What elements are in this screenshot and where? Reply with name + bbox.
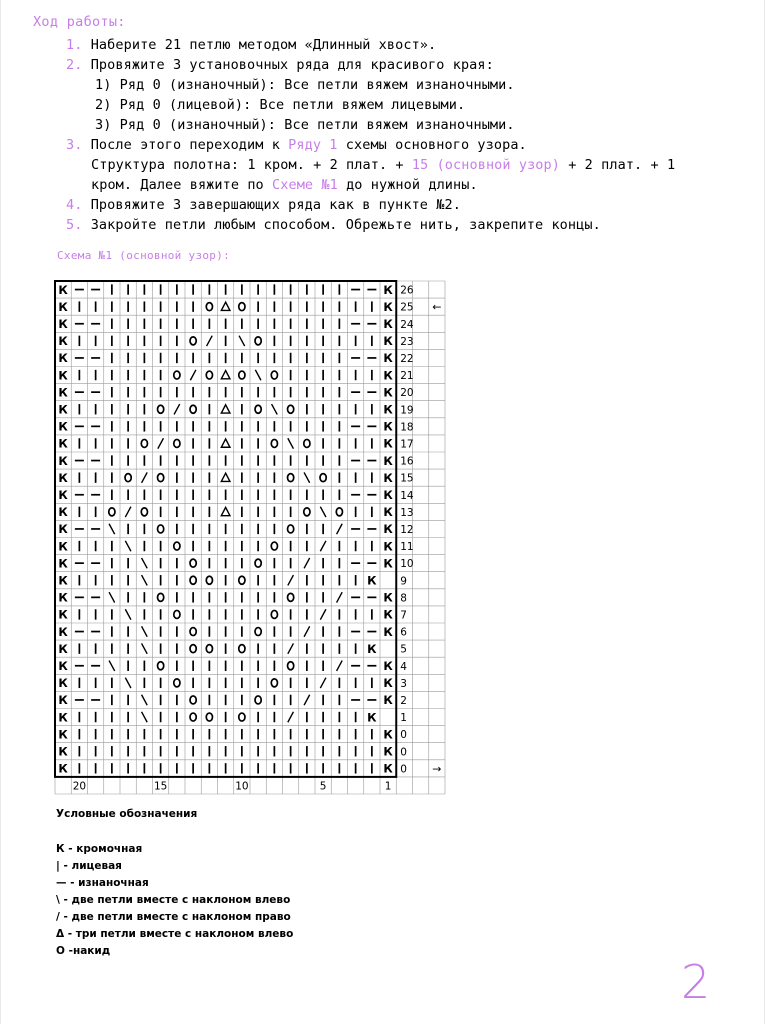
k2tog-left-symbol	[125, 609, 131, 619]
legend-item-k2tog-right: / - две петли вместе с наклоном право	[56, 911, 291, 923]
symbol-text: К	[383, 744, 393, 759]
yarn-over-symbol	[158, 474, 164, 482]
yarn-over-symbol	[304, 439, 310, 447]
yarn-over-symbol	[255, 696, 261, 704]
symbol-text: К	[58, 351, 68, 366]
row-direction-arrow: ←	[432, 300, 442, 314]
k2tog-right-symbol	[304, 558, 310, 568]
row-number: 7	[400, 609, 407, 622]
yarn-over-symbol	[190, 696, 196, 704]
row-number: 5	[400, 643, 407, 656]
yarn-over-symbol	[206, 371, 212, 379]
symbol-text: К	[58, 470, 68, 485]
row-number: 8	[400, 592, 407, 605]
symbol-text: К	[58, 453, 68, 468]
yarn-over-symbol	[109, 508, 115, 516]
row-number: 18	[400, 421, 414, 434]
legend-item-knit: | - лицевая	[56, 860, 122, 872]
step-3-scheme-link: Схеме №1	[272, 177, 338, 193]
yarn-over-symbol	[336, 508, 342, 516]
yarn-over-symbol	[190, 645, 196, 653]
step-4-number: 4.	[66, 197, 83, 213]
yarn-over-symbol	[190, 337, 196, 345]
step-2-text: Провяжите 3 установочных ряда для красивого края:	[90, 57, 494, 73]
symbol-text: К	[367, 573, 377, 588]
legend-item-yarn-over: O -накид	[56, 945, 111, 957]
k2tog-right-symbol	[288, 712, 294, 722]
symbol-text: К	[383, 351, 393, 366]
step-4-text: Провяжите 3 завершающих ряда как в пункте №2.	[90, 197, 461, 213]
row-number: 24	[400, 318, 414, 331]
row-number: 21	[400, 370, 414, 383]
symbol-text: К	[58, 761, 68, 776]
symbol-text: К	[58, 522, 68, 537]
symbol-text: К	[383, 316, 393, 331]
symbol-text: К	[383, 453, 393, 468]
k2tog-right-symbol	[288, 643, 294, 653]
yarn-over-symbol	[239, 371, 245, 379]
symbol-text: К	[383, 470, 393, 485]
symbol-text: К	[58, 402, 68, 417]
k2tog-right-symbol	[337, 524, 343, 534]
row-number: 11	[400, 541, 414, 554]
step-2-substep-3: 3) Ряд 0 (изнаночный): Все петли вяжем изнаночными.	[95, 117, 515, 133]
symbol-text: К	[383, 676, 393, 691]
row-direction-arrow: →	[432, 762, 442, 776]
k2tog-left-symbol	[109, 661, 115, 671]
k3tog-symbol	[221, 507, 230, 515]
row-number: 19	[400, 404, 414, 417]
symbol-text: К	[58, 368, 68, 383]
symbol-text: К	[383, 658, 393, 673]
k2tog-right-symbol	[174, 404, 180, 414]
k2tog-left-symbol	[288, 438, 294, 448]
row-number: 20	[400, 387, 414, 400]
row-number: 10	[400, 558, 414, 571]
column-number: 5	[319, 780, 327, 793]
symbol-text: К	[58, 658, 68, 673]
symbol-text: К	[58, 334, 68, 349]
symbol-text: К	[58, 539, 68, 554]
yarn-over-symbol	[206, 303, 212, 311]
step-3-text-a: После этого переходим к	[90, 137, 289, 153]
symbol-text: К	[58, 641, 68, 656]
yarn-over-symbol	[288, 405, 294, 413]
k3tog-symbol	[221, 439, 230, 447]
k2tog-right-symbol	[320, 609, 326, 619]
step-2-substep-1: 1) Ряд 0 (изнаночный): Все петли вяжем изнаночными.	[95, 77, 515, 93]
yarn-over-symbol	[271, 610, 277, 618]
legend-item-k3tog: Δ - три петли вместе с наклоном влево	[56, 928, 294, 940]
step-3-scheme-b: до нужной длины.	[337, 177, 478, 193]
yarn-over-symbol	[158, 525, 164, 533]
k2tog-right-symbol	[304, 695, 310, 705]
yarn-over-symbol	[320, 474, 326, 482]
row-number: 0	[400, 763, 407, 776]
row-number: 3	[400, 677, 407, 690]
k3tog-symbol	[221, 302, 230, 310]
symbol-text: К	[58, 710, 68, 725]
k2tog-left-symbol	[142, 643, 148, 653]
symbol-text: К	[58, 573, 68, 588]
k2tog-left-symbol	[125, 541, 131, 551]
yarn-over-symbol	[271, 439, 277, 447]
symbol-text: К	[383, 334, 393, 349]
k2tog-left-symbol	[142, 695, 148, 705]
k2tog-left-symbol	[142, 626, 148, 636]
symbol-text: К	[383, 368, 393, 383]
symbol-text: К	[383, 505, 393, 520]
step-2-number: 2.	[66, 57, 83, 73]
symbol-text: К	[58, 556, 68, 571]
k2tog-right-symbol	[288, 575, 294, 585]
symbol-text: К	[383, 539, 393, 554]
yarn-over-symbol	[206, 645, 212, 653]
yarn-over-symbol	[288, 662, 294, 670]
k2tog-left-symbol	[142, 575, 148, 585]
symbol-text: К	[383, 385, 393, 400]
k2tog-left-symbol	[272, 404, 278, 414]
k3tog-symbol	[221, 371, 230, 379]
yarn-over-symbol	[271, 679, 277, 687]
k2tog-right-symbol	[207, 336, 213, 346]
symbol-text: К	[58, 436, 68, 451]
symbol-text: К	[58, 624, 68, 639]
k2tog-left-symbol	[142, 558, 148, 568]
row-number: 15	[400, 472, 414, 485]
row-number: 16	[400, 455, 414, 468]
symbol-text: К	[383, 402, 393, 417]
step-1-number: 1.	[66, 37, 83, 53]
symbol-text: К	[383, 590, 393, 605]
row-number: 13	[400, 506, 414, 519]
row-number: 0	[400, 729, 407, 742]
k2tog-right-symbol	[125, 507, 131, 517]
yarn-over-symbol	[190, 559, 196, 567]
symbol-text: К	[383, 487, 393, 502]
step-3-structure-b: + 2 плат. + 1	[560, 157, 676, 173]
column-number: 1	[384, 780, 392, 793]
yarn-over-symbol	[304, 508, 310, 516]
symbol-text: К	[383, 282, 393, 297]
symbol-text: К	[367, 710, 377, 725]
row-number: 12	[400, 523, 414, 536]
yarn-over-symbol	[255, 405, 261, 413]
symbol-text: К	[58, 693, 68, 708]
yarn-over-symbol	[174, 679, 180, 687]
row-number: 23	[400, 335, 414, 348]
k2tog-right-symbol	[337, 661, 343, 671]
yarn-over-symbol	[190, 628, 196, 636]
symbol-text: К	[58, 299, 68, 314]
yarn-over-symbol	[255, 559, 261, 567]
yarn-over-symbol	[158, 662, 164, 670]
symbol-text: К	[58, 487, 68, 502]
symbol-text: К	[383, 624, 393, 639]
column-number: 15	[153, 780, 168, 793]
yarn-over-symbol	[190, 576, 196, 584]
row-number: 1	[400, 712, 407, 725]
symbol-text: К	[383, 556, 393, 571]
yarn-over-symbol	[141, 508, 147, 516]
step-3-structure-a: Структура полотна: 1 кром. + 2 плат. +	[91, 157, 412, 173]
k2tog-right-symbol	[337, 592, 343, 602]
legend-item-purl: — - изнаночная	[56, 877, 149, 889]
row-number: 25	[400, 301, 414, 314]
symbol-text: К	[383, 436, 393, 451]
yarn-over-symbol	[174, 610, 180, 618]
row-number: 0	[400, 746, 407, 759]
k2tog-left-symbol	[304, 472, 310, 482]
k2tog-left-symbol	[320, 507, 326, 517]
symbol-text: К	[58, 727, 68, 742]
yarn-over-symbol	[239, 713, 245, 721]
step-3-row-link: Ряду 1	[288, 137, 338, 153]
step-1-text: Наберите 21 петлю методом «Длинный хвост».	[90, 37, 437, 53]
k3tog-symbol	[221, 405, 230, 413]
symbol-text: К	[58, 744, 68, 759]
symbol-text: К	[383, 299, 393, 314]
step-5-text: Закройте петли любым способом. Обрежьте нить, закрепите концы.	[90, 217, 601, 233]
symbol-text: К	[367, 641, 377, 656]
yarn-over-symbol	[141, 439, 147, 447]
legend-item-k2tog-left: \ - две петли вместе с наклоном влево	[56, 894, 291, 906]
yarn-over-symbol	[125, 474, 131, 482]
section-heading: Ход работы:	[33, 14, 126, 30]
schema-title: Схема №1 (основной узор):	[57, 249, 231, 262]
legend-item-edge: К - кромочная	[56, 843, 143, 855]
yarn-over-symbol	[255, 628, 261, 636]
row-number: 17	[400, 438, 414, 451]
k2tog-right-symbol	[142, 472, 148, 482]
yarn-over-symbol	[190, 713, 196, 721]
row-number: 4	[400, 660, 407, 673]
k2tog-right-symbol	[190, 370, 196, 380]
k2tog-left-symbol	[109, 524, 115, 534]
symbol-text: К	[58, 419, 68, 434]
row-number: 6	[400, 626, 407, 639]
yarn-over-symbol	[271, 371, 277, 379]
step-3-scheme-a: кром. Далее вяжите по	[91, 177, 273, 193]
column-number: 10	[235, 780, 249, 793]
step-2-substep-2: 2) Ряд 0 (лицевой): Все петли вяжем лицевыми.	[95, 97, 466, 113]
k2tog-left-symbol	[142, 712, 148, 722]
row-number: 14	[400, 489, 414, 502]
step-3-number: 3.	[66, 137, 83, 153]
yarn-over-symbol	[239, 645, 245, 653]
yarn-over-symbol	[239, 576, 245, 584]
k2tog-left-symbol	[125, 678, 131, 688]
yarn-over-symbol	[239, 303, 245, 311]
k2tog-left-symbol	[239, 336, 245, 346]
yarn-over-symbol	[174, 371, 180, 379]
k3tog-symbol	[221, 473, 230, 481]
row-number: 22	[400, 352, 414, 365]
yarn-over-symbol	[206, 576, 212, 584]
column-number: 20	[72, 780, 87, 793]
k2tog-left-symbol	[255, 370, 261, 380]
symbol-text: К	[383, 727, 393, 742]
row-number: 2	[400, 694, 407, 707]
yarn-over-symbol	[190, 405, 196, 413]
legend-title: Условные обозначения	[56, 808, 198, 820]
symbol-text: К	[58, 607, 68, 622]
symbol-text: К	[58, 590, 68, 605]
yarn-over-symbol	[174, 542, 180, 550]
step-3-text-b: схемы основного узора.	[337, 137, 527, 153]
page-number: 2	[681, 955, 711, 1009]
k2tog-right-symbol	[304, 626, 310, 636]
yarn-over-symbol	[255, 337, 261, 345]
k2tog-right-symbol	[320, 678, 326, 688]
k2tog-left-symbol	[109, 592, 115, 602]
k2tog-right-symbol	[158, 438, 164, 448]
yarn-over-symbol	[206, 713, 212, 721]
symbol-text: К	[58, 316, 68, 331]
yarn-over-symbol	[271, 542, 277, 550]
symbol-text: К	[58, 385, 68, 400]
step-5-number: 5.	[66, 217, 83, 233]
symbol-text: К	[383, 419, 393, 434]
symbol-text: К	[58, 676, 68, 691]
k2tog-right-symbol	[320, 541, 326, 551]
yarn-over-symbol	[288, 474, 294, 482]
yarn-over-symbol	[158, 593, 164, 601]
symbol-text: К	[383, 761, 393, 776]
symbol-text: К	[58, 505, 68, 520]
yarn-over-symbol	[174, 439, 180, 447]
row-number: 9	[400, 575, 407, 588]
symbol-text: К	[383, 522, 393, 537]
row-number: 26	[400, 284, 414, 297]
symbol-text: К	[383, 693, 393, 708]
yarn-over-symbol	[288, 525, 294, 533]
symbol-text: К	[383, 607, 393, 622]
yarn-over-symbol	[158, 405, 164, 413]
yarn-over-symbol	[288, 593, 294, 601]
step-3-structure-highlight: 15 (основной узор)	[411, 157, 560, 173]
symbol-text: К	[58, 282, 68, 297]
